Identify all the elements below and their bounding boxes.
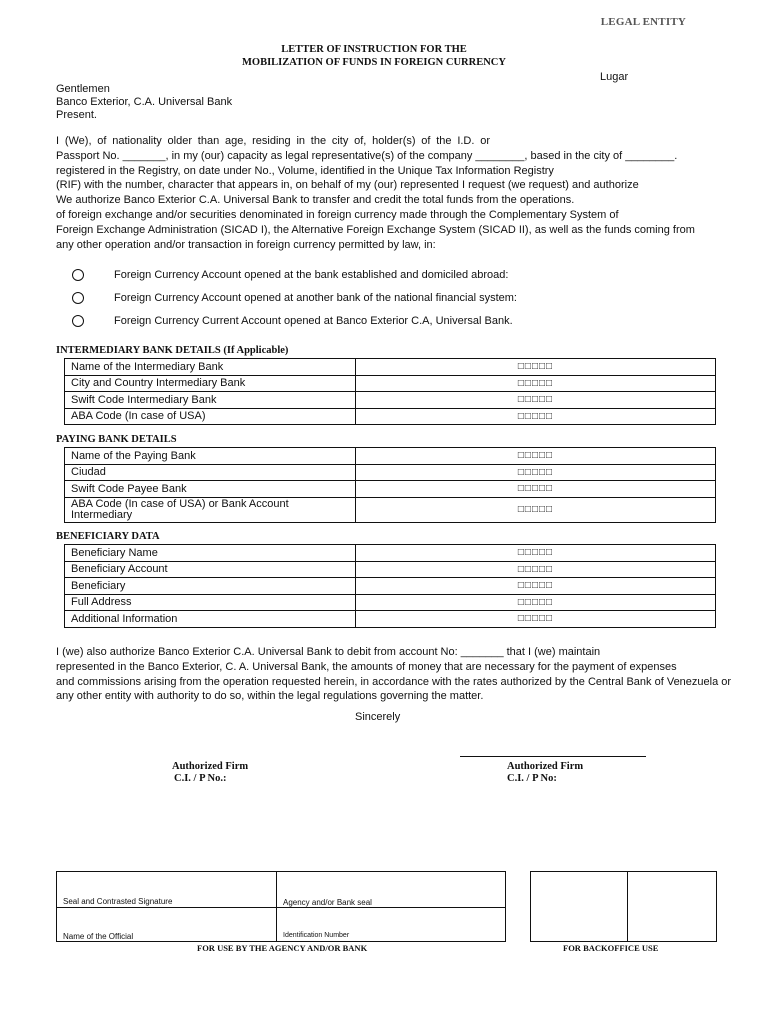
field-value-input[interactable]: □□□□□ (356, 497, 716, 522)
signature-line (460, 756, 646, 757)
left-signature-block (172, 761, 248, 785)
aba-label-line: ABA Code (In case of USA) or Bank Account (71, 497, 289, 510)
aba-label-line: Intermediary (71, 508, 133, 521)
field-value-input[interactable]: □□□□□ (356, 481, 716, 498)
table-row (65, 545, 716, 562)
field-label: ABA Code (In case of USA) (65, 408, 356, 425)
table-row (65, 464, 716, 481)
closing-paragraph (56, 645, 731, 704)
field-label: Beneficiary Name (65, 545, 356, 562)
radio-button[interactable] (72, 269, 84, 281)
field-label: Ciudad (65, 464, 356, 481)
field-value-input[interactable]: □□□□□ (356, 464, 716, 481)
intro-line: We authorize Banco Exterior C.A. Universal Bank to transfer and credit the total funds from the operations. (56, 194, 575, 207)
beneficiary-table (64, 544, 716, 628)
backoffice-use-box (530, 871, 717, 942)
closing-line: I (we) also authorize Banco Exterior C.A. Universal Bank to debit from account No: _______ that I (we) maintain (56, 646, 601, 658)
present-line: Present. (56, 109, 97, 121)
backoffice-footer-label: FOR BACKOFFICE USE (563, 943, 659, 953)
field-value-input[interactable]: □□□□□ (356, 448, 716, 465)
right-signature-block (507, 761, 583, 785)
intermediary-bank-table (64, 358, 716, 425)
divider (57, 907, 505, 908)
intro-line: registered in the Registry, on date under No., Volume, identified in the Unique Tax Information Registry (56, 164, 554, 177)
radio-button[interactable] (72, 315, 84, 327)
authorized-firm-label: Authorized Firm (172, 761, 249, 772)
option-label: Foreign Currency Current Account opened at Banco Exterior C.A, Universal Bank. (114, 315, 513, 327)
intro-line: I (We), of nationality older than age, residing in the city of, holder(s) of the I.D. or (56, 135, 490, 147)
table-row (65, 611, 716, 628)
table-row (65, 594, 716, 611)
table-row (65, 497, 716, 522)
closing-line: and commissions arising from the operation requested herein, in accordance with the rates authorized by the Central Bank of Venezuela or (56, 675, 732, 688)
intro-line: (RIF) with the number, character that appears in, on behalf of my (our) represented I request (we request) and authorize (56, 179, 639, 192)
greeting-line: Gentlemen (56, 83, 110, 95)
field-label: City and Country Intermediary Bank (65, 375, 356, 392)
table-row (65, 408, 716, 425)
field-label (65, 497, 356, 522)
agency-use-box (56, 871, 506, 942)
divider (627, 872, 628, 941)
seal-signature-label: Seal and Contrasted Signature (63, 897, 173, 906)
field-label: Name of the Paying Bank (65, 448, 356, 465)
field-label: Swift Code Intermediary Bank (65, 392, 356, 409)
closing-line: represented in the Banco Exterior, C. A. Universal Bank, the amounts of money that are necessary for the payment of expenses (56, 660, 677, 673)
field-value-input[interactable]: □□□□□ (356, 359, 716, 376)
field-value-input[interactable]: □□□□□ (356, 578, 716, 595)
sincerely-text: Sincerely (355, 711, 401, 723)
radio-button[interactable] (72, 292, 84, 304)
option-label: Foreign Currency Account opened at another bank of the national financial system: (114, 292, 517, 304)
agency-footer-label: FOR USE BY THE AGENCY AND/OR BANK (197, 943, 368, 953)
field-label: Swift Code Payee Bank (65, 481, 356, 498)
field-value-input[interactable]: □□□□□ (356, 375, 716, 392)
intro-line: Passport No. _______, in my (our) capacity as legal representative(s) of the company ________, based in the city of ________. (56, 149, 678, 162)
field-label: Name of the Intermediary Bank (65, 359, 356, 376)
field-value-input[interactable]: □□□□□ (356, 611, 716, 628)
intro-line: Foreign Exchange Administration (SICAD I), the Alternative Foreign Exchange System (SICAD II), as well as the funds coming from (56, 223, 695, 236)
option-banco-exterior[interactable] (72, 315, 513, 327)
legal-entity-label: LEGAL ENTITY (600, 16, 686, 28)
field-label: Beneficiary Account (65, 561, 356, 578)
document-title-line1: LETTER OF INSTRUCTION FOR THE (281, 44, 467, 55)
authorized-firm-label: Authorized Firm (507, 761, 584, 772)
table-row (65, 448, 716, 465)
option-foreign-bank-abroad[interactable] (72, 269, 508, 281)
table-row (65, 359, 716, 376)
paying-section-title: PAYING BANK DETAILS (56, 434, 177, 445)
field-label: Full Address (65, 594, 356, 611)
beneficiary-section-title: BENEFICIARY DATA (56, 531, 160, 542)
field-label: Beneficiary (65, 578, 356, 595)
field-label: Additional Information (65, 611, 356, 628)
id-number-label: C.I. / P No: (507, 773, 557, 784)
table-row (65, 481, 716, 498)
place-field: Lugar (600, 71, 629, 83)
field-value-input[interactable]: □□□□□ (356, 392, 716, 409)
table-row (65, 561, 716, 578)
option-label: Foreign Currency Account opened at the bank established and domiciled abroad: (114, 269, 509, 281)
official-name-label: Name of the Official (63, 932, 134, 941)
greeting-block (56, 83, 232, 122)
table-row (65, 578, 716, 595)
field-value-input[interactable]: □□□□□ (356, 408, 716, 425)
agency-seal-label: Agency and/or Bank seal (283, 898, 372, 907)
table-row (65, 375, 716, 392)
option-national-bank[interactable] (72, 292, 517, 304)
paying-bank-table (64, 447, 716, 523)
intro-line: of foreign exchange and/or securities denominated in foreign currency made through the Complementary System of (56, 208, 619, 221)
intro-line: any other operation and/or transaction in foreign currency permitted by law, in: (56, 238, 436, 251)
field-value-input[interactable]: □□□□□ (356, 561, 716, 578)
identification-number-label: Identification Number (283, 932, 350, 939)
id-number-label: C.I. / P No.: (174, 773, 227, 784)
field-value-input[interactable]: □□□□□ (356, 545, 716, 562)
intermediary-section-title: INTERMEDIARY BANK DETAILS (If Applicable) (56, 345, 289, 356)
intro-paragraph (56, 134, 695, 252)
field-value-input[interactable]: □□□□□ (356, 594, 716, 611)
table-row (65, 392, 716, 409)
document-title-line2: MOBILIZATION OF FUNDS IN FOREIGN CURRENCY (242, 57, 506, 68)
bank-name-line: Banco Exterior, C.A. Universal Bank (56, 96, 233, 108)
closing-line: any other entity with authority to do so, within the legal regulations governing the matter. (56, 690, 484, 703)
